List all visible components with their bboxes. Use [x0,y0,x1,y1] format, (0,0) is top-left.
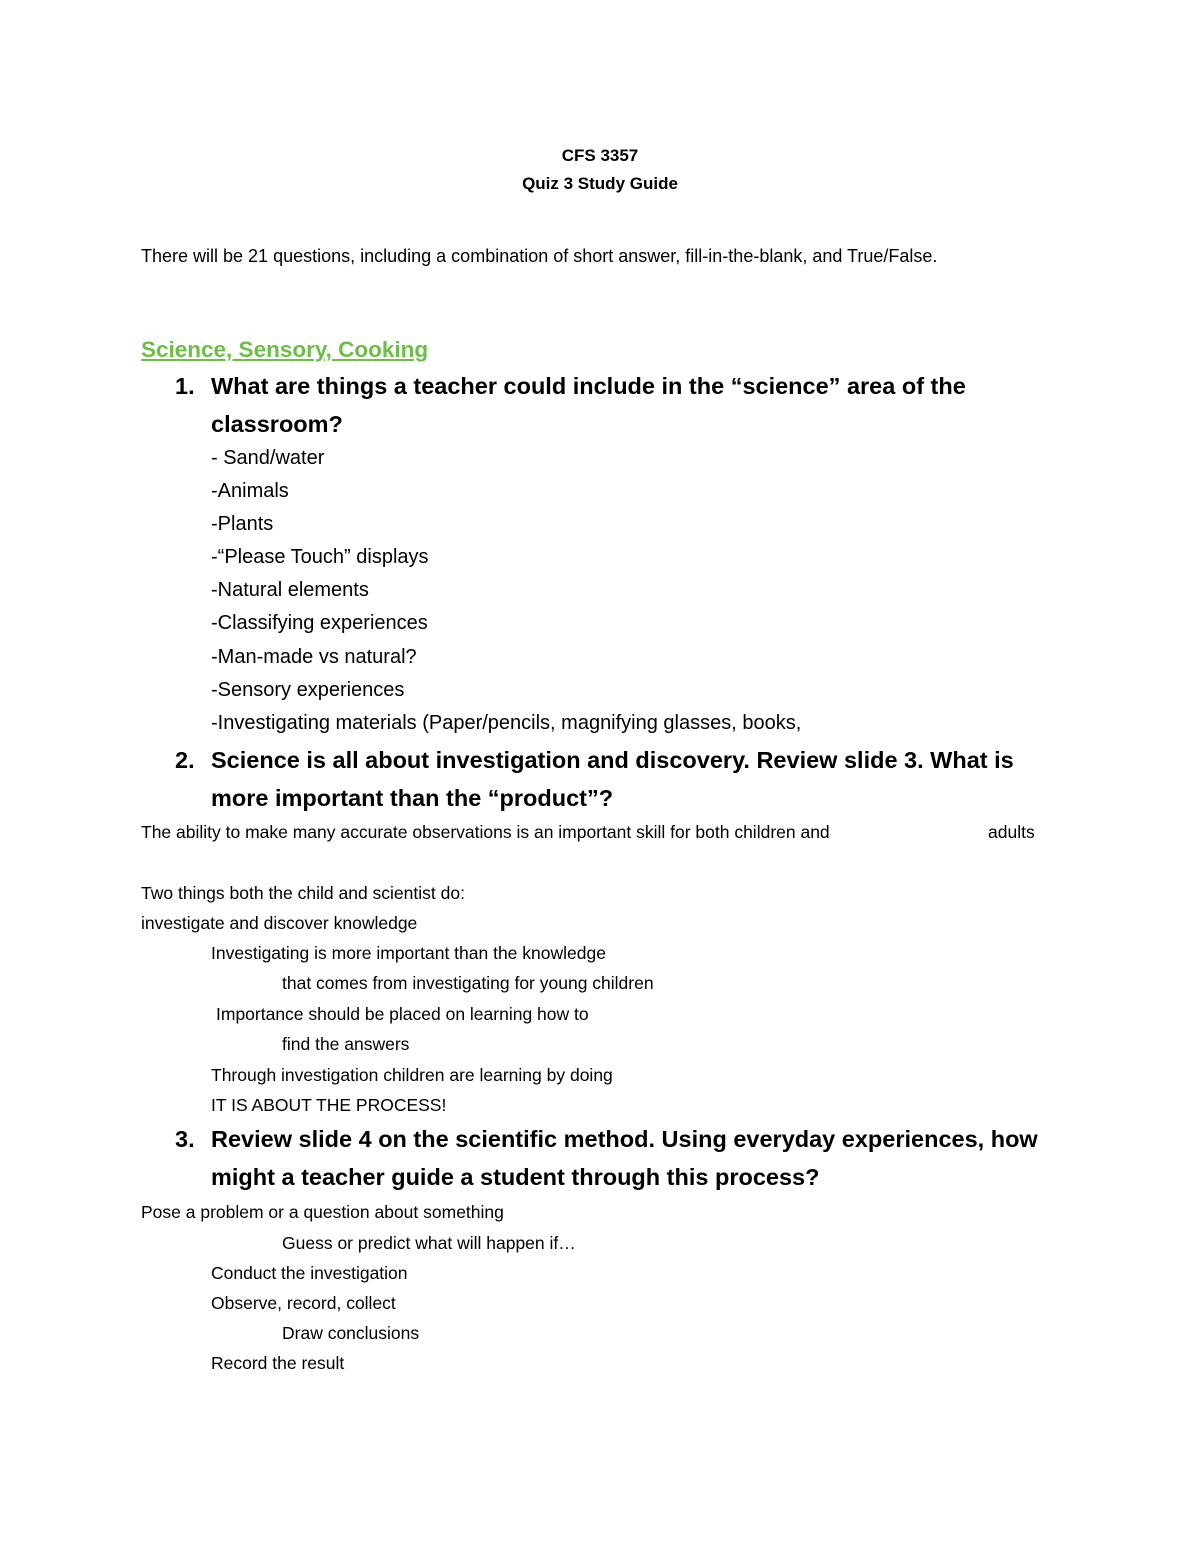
q1-answer-item: -Plants [211,513,274,535]
q3-step: Conduct the investigation [211,1263,408,1283]
q1-answer-item: -Classifying experiences [211,612,428,634]
q2-note: IT IS ABOUT THE PROCESS! [211,1095,447,1115]
intro-text: There will be 21 questions, including a combination of short answer, fill-in-the-blank, and True/False. [141,246,938,266]
course-code: CFS 3357 [561,146,639,165]
question-1-number: 1. [175,373,195,399]
question-2-text-cont: more important than the “product”? [211,785,614,811]
q1-answer-item: -Investigating materials (Paper/pencils, magnifying glasses, books, [211,712,802,734]
q2-note: Investigating is more important than the knowledge [211,943,606,963]
q2-note: Through investigation children are learning by doing [211,1065,613,1085]
q1-answer-item: -Natural elements [211,579,369,601]
q3-step: Pose a problem or a question about something [141,1202,504,1222]
q3-step: Draw conclusions [282,1323,420,1343]
document-title: Quiz 3 Study Guide [522,174,678,193]
q2-note: Two things both the child and scientist do: [141,883,465,903]
q1-answer-item: -“Please Touch” displays [211,546,429,568]
q1-answer-item: -Animals [211,480,289,502]
question-2-text: Science is all about investigation and discovery. Review slide 3. What is [211,747,1014,773]
q3-step: Record the result [211,1353,345,1373]
q2-note: find the answers [282,1034,410,1054]
q3-step: Observe, record, collect [211,1293,396,1313]
q3-step: Guess or predict what will happen if… [282,1233,576,1253]
section-heading: Science, Sensory, Cooking [141,337,429,362]
question-3-text: Review slide 4 on the scientific method. Using everyday experiences, how [211,1126,1038,1152]
question-2-number: 2. [175,747,195,773]
q2-note: that comes from investigating for young children [282,973,654,993]
q2-note: investigate and discover knowledge [141,913,418,933]
q1-answer-item: -Man-made vs natural? [211,646,417,668]
q1-answer-item: - Sand/water [211,447,325,469]
q2-answer: The ability to make many accurate observations is an important skill for both children and [141,822,830,842]
question-1-text-cont: classroom? [211,411,343,437]
question-3-number: 3. [175,1126,195,1152]
q2-answer-tail: adults [988,822,1035,842]
question-1-text: What are things a teacher could include in the “science” area of the [211,373,966,399]
q1-answer-item: -Sensory experiences [211,679,405,701]
question-3-text-cont: might a teacher guide a student through this process? [211,1164,820,1190]
q2-note: Importance should be placed on learning how to [216,1004,589,1024]
